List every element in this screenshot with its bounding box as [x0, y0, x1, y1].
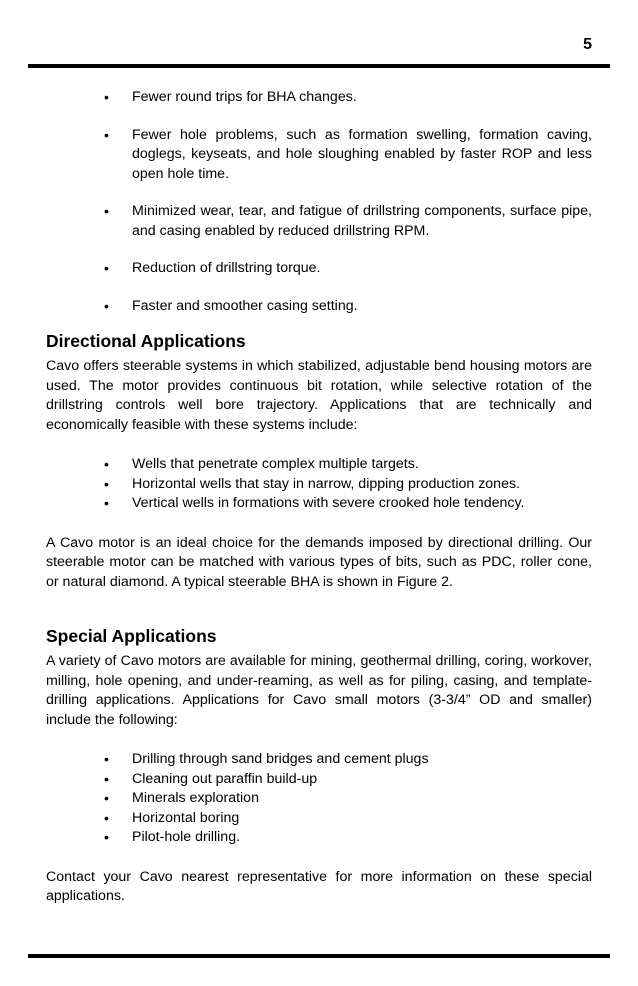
list-item: • Fewer round trips for BHA changes.: [46, 88, 592, 108]
benefits-list: [46, 88, 592, 316]
directional-motor-paragraph: A Cavo motor is an ideal choice for the demands imposed by directional drilling. Our steerable motor can be matched with various types of bits, such as PDC, roller cone, or natural diamond. A typical steerable BHA is shown in Figure 2.: [46, 534, 592, 590]
special-list: [46, 750, 592, 848]
list-item: • Reduction of drillstring torque.: [46, 259, 592, 279]
list-item: • Minimized wear, tear, and fatigue of drillstring components, surface pipe, and casing enabled by reduced drillstring RPM.: [46, 202, 592, 241]
list-item: • Drilling through sand bridges and cement plugs: [46, 750, 592, 770]
document-body: [46, 88, 592, 907]
contact-paragraph: Contact your Cavo nearest representative for more information on these special applications.: [46, 868, 592, 904]
directional-heading: Directional Applications: [46, 331, 246, 351]
page-number: 5: [583, 36, 592, 53]
list-item: • Horizontal wells that stay in narrow, dipping production zones.: [46, 475, 592, 495]
special-paragraph: A variety of Cavo motors are available for mining, geothermal drilling, coring, workover, milling, hole opening, and under-reaming, as well as for piling, casing, and template-drilling applications. Applications for Cavo small motors (3-3/4” OD and smaller) include the following:: [46, 653, 592, 728]
footer-rule: [28, 954, 610, 958]
directional-list: [46, 455, 592, 514]
list-item: • Horizontal boring: [46, 809, 592, 829]
header-rule: [28, 64, 610, 68]
list-item: • Pilot-hole drilling.: [46, 828, 592, 848]
special-heading: Special Applications: [46, 626, 217, 646]
list-item: • Cleaning out paraffin build-up: [46, 770, 592, 790]
list-item: • Minerals exploration: [46, 789, 592, 809]
list-item: • Vertical wells in formations with severe crooked hole tendency.: [46, 494, 592, 514]
list-item: • Wells that penetrate complex multiple targets.: [46, 455, 592, 475]
directional-paragraph: Cavo offers steerable systems in which stabilized, adjustable bend housing motors are used. The motor provides continuous bit rotation, while selective rotation of the drillstring controls well bore trajectory. Applications that are technically and economically feasible with these systems include:: [46, 358, 592, 433]
list-item: • Fewer hole problems, such as formation swelling, formation caving, doglegs, keyseats, and hole sloughing enabled by faster ROP and less open hole time.: [46, 126, 592, 185]
list-item: • Faster and smoother casing setting.: [46, 297, 592, 317]
